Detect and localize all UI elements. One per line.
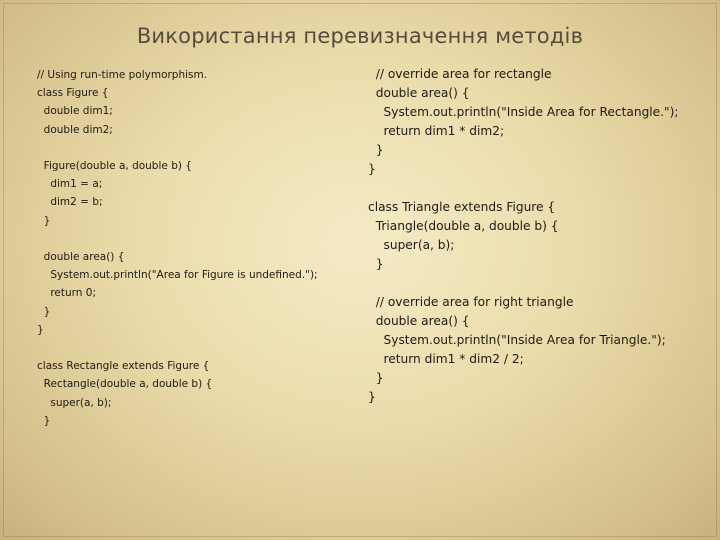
code-line: Triangle(double a, double b) { [368, 219, 559, 233]
code-line: // Using run-time polymorphism. [37, 69, 208, 81]
code-line: } [368, 390, 376, 404]
code-line: class Figure { [37, 87, 109, 100]
code-line: System.out.println("Inside Area for Triangle."); [368, 333, 666, 347]
code-line: } [368, 162, 376, 176]
code-line: } [37, 214, 51, 227]
code-line: super(a, b); [368, 238, 455, 252]
code-line: Rectangle(double a, double b) { [37, 378, 213, 391]
code-line: double area() { [368, 86, 470, 100]
code-line: } [37, 414, 51, 427]
code-line: } [368, 257, 384, 271]
code-line [368, 274, 679, 293]
code-line: Figure(double a, double b) { [37, 160, 192, 173]
code-line: double dim1; [37, 105, 113, 118]
code-line: // override area for rectangle [368, 67, 552, 81]
code-line: } [37, 323, 44, 336]
slide-title: Використання перевизначення методів [136, 24, 584, 48]
code-line: return dim1 * dim2 / 2; [368, 352, 524, 366]
code-line [37, 230, 318, 248]
code-line: return dim1 * dim2; [368, 124, 505, 138]
code-line: class Triangle extends Figure { [368, 200, 556, 214]
code-line: } [37, 305, 51, 318]
code-line: double area() { [37, 251, 125, 264]
code-line: super(a, b); [37, 396, 112, 409]
code-line [37, 139, 318, 157]
code-line [37, 339, 318, 357]
code-line: double dim2; [37, 123, 113, 136]
code-block-left [37, 66, 318, 430]
code-line: dim2 = b; [37, 196, 103, 209]
code-line: dim1 = a; [37, 178, 103, 191]
code-line: double area() { [368, 314, 470, 328]
code-block-right [368, 65, 679, 407]
code-line: } [368, 143, 384, 157]
code-line [368, 179, 679, 198]
code-line: // override area for right triangle [368, 295, 574, 309]
code-line: return 0; [37, 287, 97, 300]
code-line: System.out.println("Inside Area for Rectangle."); [368, 105, 679, 119]
code-line: System.out.println("Area for Figure is undefined."); [37, 269, 318, 282]
code-line: } [368, 371, 384, 385]
code-line: class Rectangle extends Figure { [37, 360, 210, 373]
